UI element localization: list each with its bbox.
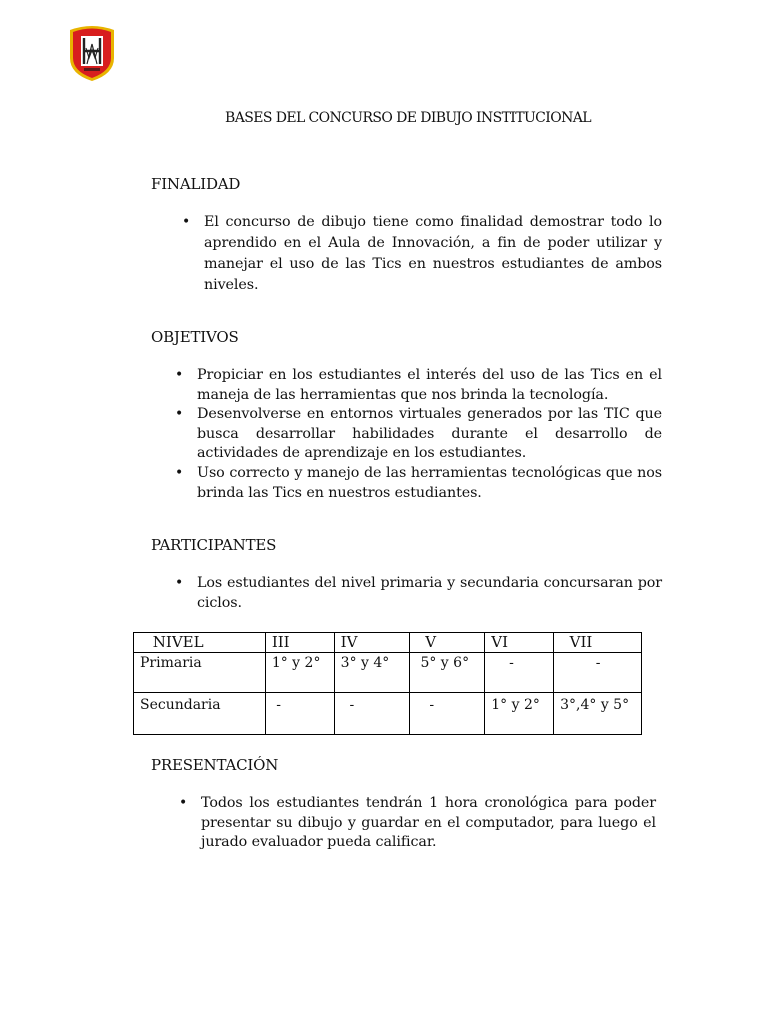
- list-item: • El concurso de dibujo tiene como finalidad demostrar todo lo aprendido en el Aula de Innovación, a fin de poder utilizar y manejar el uso de las Tics en nuestros estudiantes de ambos niveles.: [182, 214, 662, 293]
- heading-objetivos: OBJETIVOS: [151, 328, 239, 346]
- bullet-icon: •: [175, 575, 184, 591]
- heading-participantes: PARTICIPANTES: [151, 536, 277, 554]
- table-cell: 3°,4° y 5°: [554, 693, 642, 735]
- table-header-cell: III: [265, 633, 334, 653]
- table-cell: -: [410, 693, 485, 735]
- heading-finalidad: FINALIDAD: [151, 175, 241, 193]
- bullet-icon: •: [175, 464, 184, 481]
- table-cell: 5° y 6°: [410, 653, 485, 693]
- heading-presentacion: PRESENTACIÓN: [151, 756, 279, 774]
- list-item: • Desenvolverse en entornos virtuales generados por las TIC que busca desarrollar habilidades durante el desarrollo de actividades de aprendizaje en los estudiantes.: [175, 406, 662, 462]
- bullet-icon: •: [175, 367, 184, 383]
- table-cell: 1° y 2°: [485, 693, 554, 735]
- bullet-icon: •: [175, 406, 184, 423]
- table-cell: -: [334, 693, 410, 735]
- table-header-cell: VI: [485, 633, 554, 653]
- finalidad-list: [182, 212, 662, 296]
- table-cell: 3° y 4°: [334, 653, 410, 693]
- objetivos-list: [175, 366, 662, 503]
- table-cell: -: [485, 653, 554, 693]
- presentacion-list: [179, 794, 656, 853]
- table-header-cell: V: [410, 633, 485, 653]
- list-item: • Todos los estudiantes tendrán 1 hora cronológica para poder presentar su dibujo y guardar en el computador, para luego el jurado evaluador pueda calificar.: [179, 795, 656, 851]
- table-cell: Secundaria: [134, 693, 266, 735]
- table-cell: Primaria: [134, 653, 266, 693]
- list-item: • Los estudiantes del nivel primaria y secundaria concursaran por ciclos.: [175, 575, 662, 611]
- school-crest-icon: [66, 24, 118, 82]
- list-item: • Uso correcto y manejo de las herramientas tecnológicas que nos brinda las Tics en nuestros estudiantes.: [175, 464, 662, 501]
- table-header-cell: VII: [554, 633, 642, 653]
- table-cell: -: [265, 693, 334, 735]
- table-cell: 1° y 2°: [265, 653, 334, 693]
- list-item: • Propiciar en los estudiantes el interés del uso de las Tics en el maneja de las herramientas que nos brinda la tecnología.: [175, 367, 662, 403]
- table-header-cell: NIVEL: [134, 633, 266, 653]
- table-header-cell: IV: [334, 633, 410, 653]
- participantes-list: [175, 574, 662, 613]
- table-header-row: [134, 633, 642, 653]
- levels-table: [133, 632, 642, 735]
- table-row: [134, 653, 642, 693]
- table-row: [134, 693, 642, 735]
- bullet-icon: •: [182, 214, 191, 230]
- bullet-icon: •: [179, 795, 188, 811]
- document-title: BASES DEL CONCURSO DE DIBUJO INSTITUCIONAL: [225, 110, 591, 126]
- table-cell: -: [554, 653, 642, 693]
